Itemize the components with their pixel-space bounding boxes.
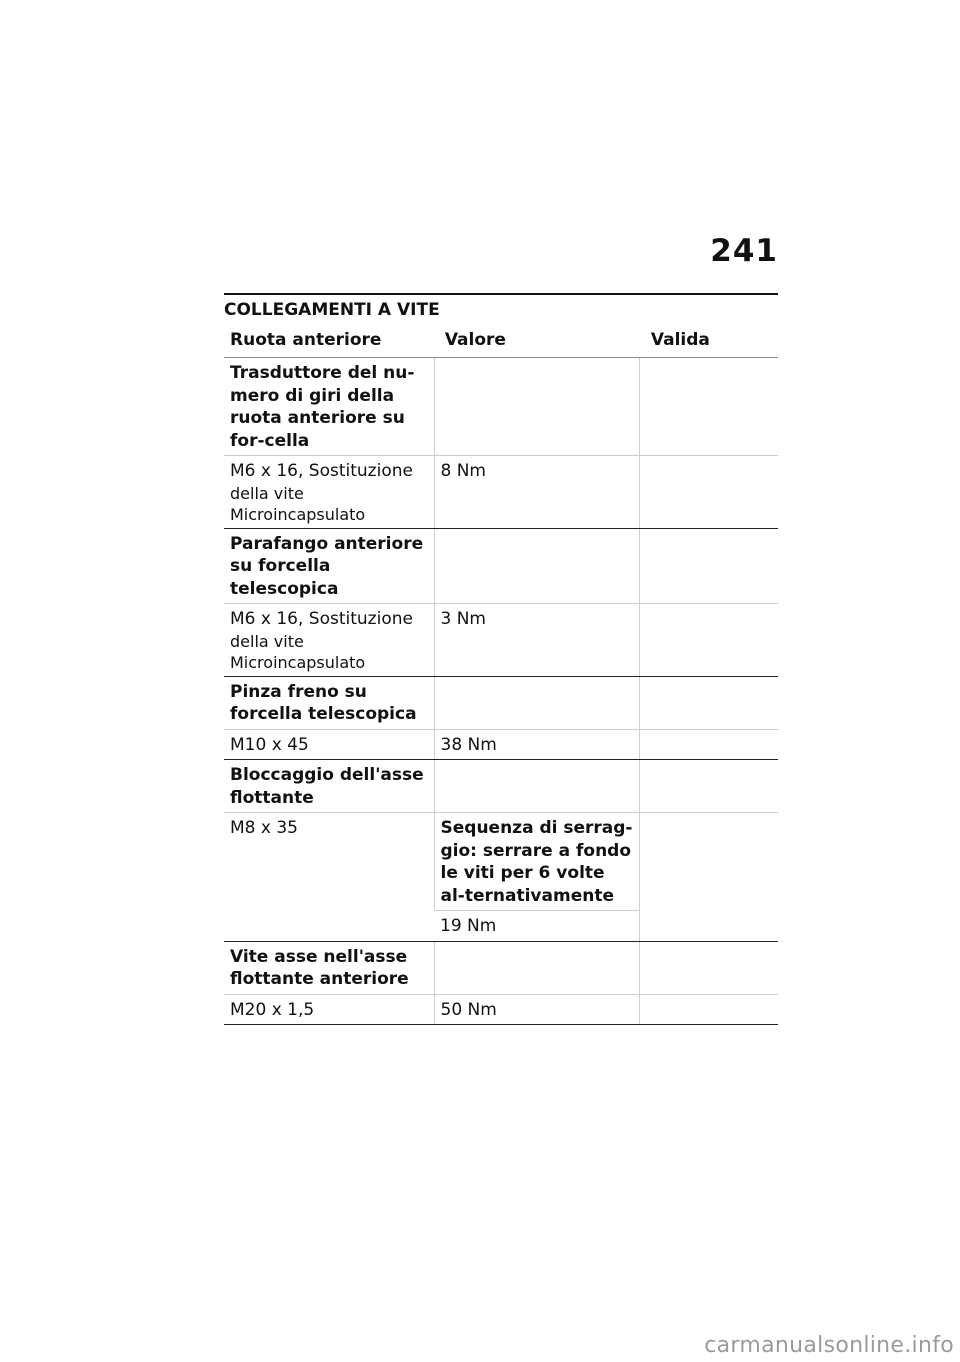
table-row xyxy=(224,358,778,456)
table-row xyxy=(224,760,778,813)
spec-line: Microincapsulato xyxy=(230,504,366,524)
table-row xyxy=(224,994,778,1025)
table-row xyxy=(224,676,778,729)
row-title: Vite asse nell'asse flottante anteriore xyxy=(224,941,434,994)
value-cell xyxy=(434,528,639,604)
value-cell: 50 Nm xyxy=(434,994,639,1025)
valid-cell xyxy=(639,729,778,760)
watermark-link[interactable]: carmanualsonline.info xyxy=(704,1333,954,1358)
table-row xyxy=(224,604,778,677)
value-cell xyxy=(434,760,639,813)
valid-cell xyxy=(639,604,778,677)
value-cell xyxy=(434,358,639,456)
table-row xyxy=(224,456,778,529)
valid-cell xyxy=(639,456,778,529)
valid-cell xyxy=(639,760,778,813)
section-title: COLLEGAMENTI A VITE xyxy=(224,293,778,323)
row-title: Trasduttore del nu-mero di giri della ruota anteriore su for-cella xyxy=(224,358,434,456)
table-header xyxy=(224,323,778,358)
spec-cell: M20 x 1,5 xyxy=(224,994,434,1025)
valid-cell xyxy=(639,528,778,604)
row-title: Parafango anteriore su forcella telescopica xyxy=(224,528,434,604)
spec-line: della vite xyxy=(230,483,304,503)
page-number: 241 xyxy=(710,233,778,269)
valid-cell xyxy=(639,941,778,994)
row-title: Pinza freno su forcella telescopica xyxy=(224,676,434,729)
spec-cell: M10 x 45 xyxy=(224,729,434,760)
value-cell xyxy=(434,941,639,994)
table-row xyxy=(224,528,778,604)
row-title: Bloccaggio dell'asse flottante xyxy=(224,760,434,813)
spec-line: Microincapsulato xyxy=(230,652,366,672)
torque-table xyxy=(224,358,778,1025)
spec-cell: M8 x 35 xyxy=(224,813,434,942)
table-row xyxy=(224,941,778,994)
value-cell: 38 Nm xyxy=(434,729,639,760)
valid-cell xyxy=(639,813,778,942)
spec-line: M6 x 16, Sostituzione xyxy=(230,461,413,481)
spec-line: M6 x 16, Sostituzione xyxy=(230,609,413,629)
spec-cell xyxy=(224,604,434,677)
header-valid: Valida xyxy=(650,330,710,350)
valid-cell xyxy=(639,358,778,456)
table-row xyxy=(224,729,778,760)
value-cell: 8 Nm xyxy=(434,456,639,529)
table-row xyxy=(224,813,778,911)
value-cell: 19 Nm xyxy=(434,911,639,942)
header-value: Valore xyxy=(444,330,506,350)
spec-cell xyxy=(224,456,434,529)
sequence-note: Sequenza di serrag-gio: serrare a fondo le viti per 6 volte al-ternativamente xyxy=(434,813,639,911)
header-front-wheel: Ruota anteriore xyxy=(230,330,382,350)
torque-section xyxy=(224,293,778,1025)
valid-cell xyxy=(639,676,778,729)
valid-cell xyxy=(639,994,778,1025)
value-cell: 3 Nm xyxy=(434,604,639,677)
spec-line: della vite xyxy=(230,631,304,651)
value-cell xyxy=(434,676,639,729)
